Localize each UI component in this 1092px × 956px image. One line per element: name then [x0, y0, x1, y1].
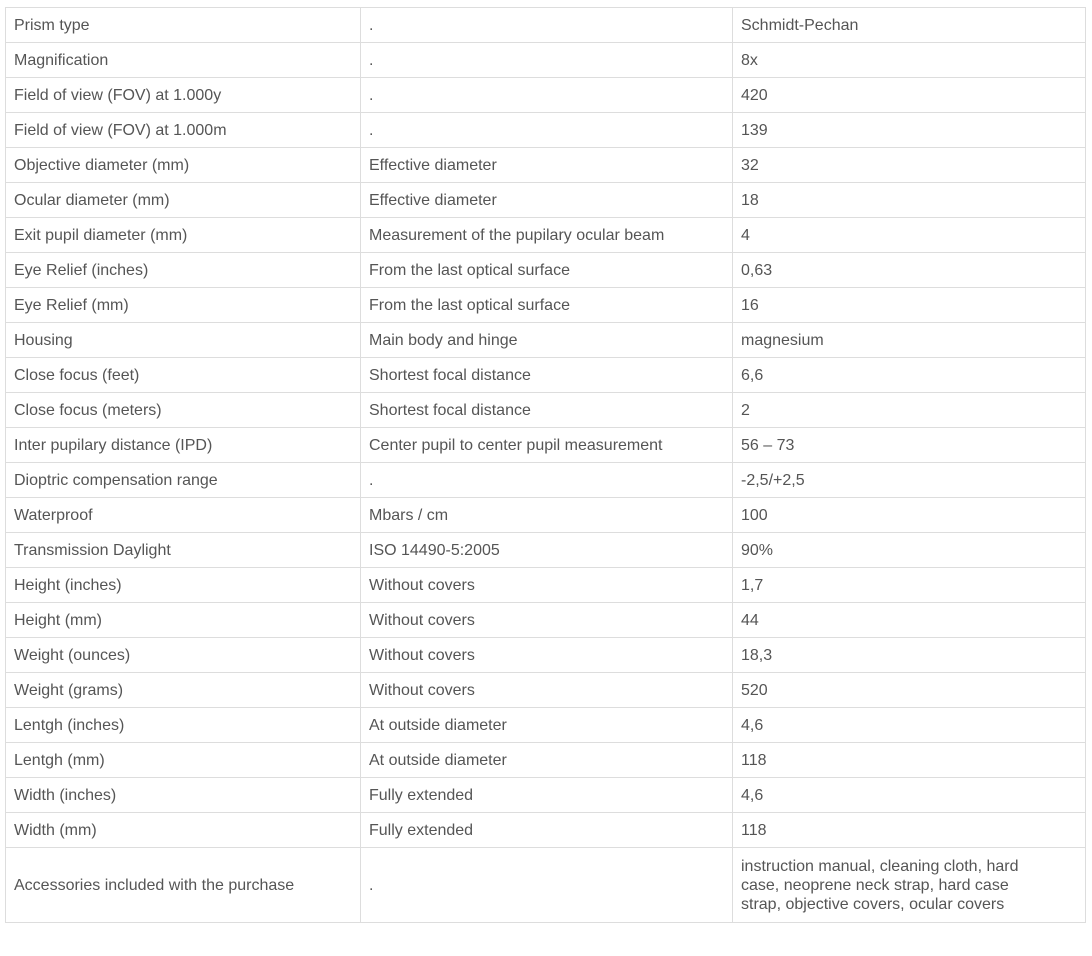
spec-description: Measurement of the pupilary ocular beam — [361, 218, 733, 253]
spec-value: 16 — [733, 288, 1086, 323]
spec-label: Close focus (meters) — [6, 393, 361, 428]
spec-description: Effective diameter — [361, 148, 733, 183]
spec-description: . — [361, 848, 733, 923]
table-row — [6, 638, 1086, 673]
spec-description: Without covers — [361, 568, 733, 603]
spec-description: From the last optical surface — [361, 253, 733, 288]
table-row — [6, 183, 1086, 218]
spec-description: ISO 14490-5:2005 — [361, 533, 733, 568]
spec-description: . — [361, 463, 733, 498]
spec-label: Waterproof — [6, 498, 361, 533]
spec-description: . — [361, 113, 733, 148]
spec-description: Fully extended — [361, 778, 733, 813]
spec-label: Magnification — [6, 43, 361, 78]
table-row — [6, 218, 1086, 253]
spec-value: 420 — [733, 78, 1086, 113]
spec-table-body — [6, 8, 1086, 923]
table-row — [6, 43, 1086, 78]
spec-description: Without covers — [361, 603, 733, 638]
spec-value: 4,6 — [733, 708, 1086, 743]
spec-value: 520 — [733, 673, 1086, 708]
spec-label: Close focus (feet) — [6, 358, 361, 393]
table-row — [6, 393, 1086, 428]
spec-description: Shortest focal distance — [361, 358, 733, 393]
spec-label: Transmission Daylight — [6, 533, 361, 568]
spec-value: magnesium — [733, 323, 1086, 358]
spec-description: At outside diameter — [361, 743, 733, 778]
table-row — [6, 253, 1086, 288]
spec-description: From the last optical surface — [361, 288, 733, 323]
spec-description: Shortest focal distance — [361, 393, 733, 428]
spec-value: 18 — [733, 183, 1086, 218]
spec-description: Without covers — [361, 638, 733, 673]
spec-label: Width (mm) — [6, 813, 361, 848]
spec-value: 4 — [733, 218, 1086, 253]
table-row — [6, 848, 1086, 923]
table-row — [6, 78, 1086, 113]
spec-description: Fully extended — [361, 813, 733, 848]
spec-description: . — [361, 8, 733, 43]
table-row — [6, 498, 1086, 533]
spec-value: Schmidt-Pechan — [733, 8, 1086, 43]
spec-value: 1,7 — [733, 568, 1086, 603]
table-row — [6, 673, 1086, 708]
table-row — [6, 113, 1086, 148]
spec-value: 118 — [733, 813, 1086, 848]
spec-label: Field of view (FOV) at 1.000y — [6, 78, 361, 113]
table-row — [6, 463, 1086, 498]
table-row — [6, 813, 1086, 848]
spec-label: Lentgh (inches) — [6, 708, 361, 743]
spec-label: Width (inches) — [6, 778, 361, 813]
spec-label: Lentgh (mm) — [6, 743, 361, 778]
spec-label: Dioptric compensation range — [6, 463, 361, 498]
table-row — [6, 743, 1086, 778]
spec-label: Housing — [6, 323, 361, 358]
spec-value: 32 — [733, 148, 1086, 183]
table-row — [6, 148, 1086, 183]
table-row — [6, 568, 1086, 603]
spec-value: 139 — [733, 113, 1086, 148]
spec-value: instruction manual, cleaning cloth, hard case, neoprene neck strap, hard case strap, objective covers, ocular covers — [733, 848, 1086, 923]
spec-label: Eye Relief (mm) — [6, 288, 361, 323]
table-row — [6, 708, 1086, 743]
spec-description: . — [361, 43, 733, 78]
spec-value: 100 — [733, 498, 1086, 533]
table-row — [6, 533, 1086, 568]
spec-label: Prism type — [6, 8, 361, 43]
table-row — [6, 8, 1086, 43]
spec-value: 44 — [733, 603, 1086, 638]
spec-label: Inter pupilary distance (IPD) — [6, 428, 361, 463]
spec-description: Effective diameter — [361, 183, 733, 218]
spec-label: Accessories included with the purchase — [6, 848, 361, 923]
spec-label: Eye Relief (inches) — [6, 253, 361, 288]
spec-label: Height (mm) — [6, 603, 361, 638]
spec-label: Exit pupil diameter (mm) — [6, 218, 361, 253]
table-row — [6, 778, 1086, 813]
spec-value: 6,6 — [733, 358, 1086, 393]
spec-value: 2 — [733, 393, 1086, 428]
spec-value: 4,6 — [733, 778, 1086, 813]
spec-label: Field of view (FOV) at 1.000m — [6, 113, 361, 148]
spec-description: Without covers — [361, 673, 733, 708]
table-row — [6, 358, 1086, 393]
spec-description: Mbars / cm — [361, 498, 733, 533]
spec-label: Objective diameter (mm) — [6, 148, 361, 183]
table-row — [6, 603, 1086, 638]
spec-description: At outside diameter — [361, 708, 733, 743]
spec-description: . — [361, 78, 733, 113]
spec-value: 18,3 — [733, 638, 1086, 673]
spec-label: Ocular diameter (mm) — [6, 183, 361, 218]
table-row — [6, 428, 1086, 463]
spec-table — [5, 7, 1086, 923]
spec-value: -2,5/+2,5 — [733, 463, 1086, 498]
spec-value: 8x — [733, 43, 1086, 78]
spec-label: Weight (ounces) — [6, 638, 361, 673]
spec-value: 56 – 73 — [733, 428, 1086, 463]
spec-description: Center pupil to center pupil measurement — [361, 428, 733, 463]
spec-label: Weight (grams) — [6, 673, 361, 708]
spec-label: Height (inches) — [6, 568, 361, 603]
table-row — [6, 288, 1086, 323]
table-row — [6, 323, 1086, 358]
spec-value: 0,63 — [733, 253, 1086, 288]
spec-value: 118 — [733, 743, 1086, 778]
spec-description: Main body and hinge — [361, 323, 733, 358]
spec-value: 90% — [733, 533, 1086, 568]
